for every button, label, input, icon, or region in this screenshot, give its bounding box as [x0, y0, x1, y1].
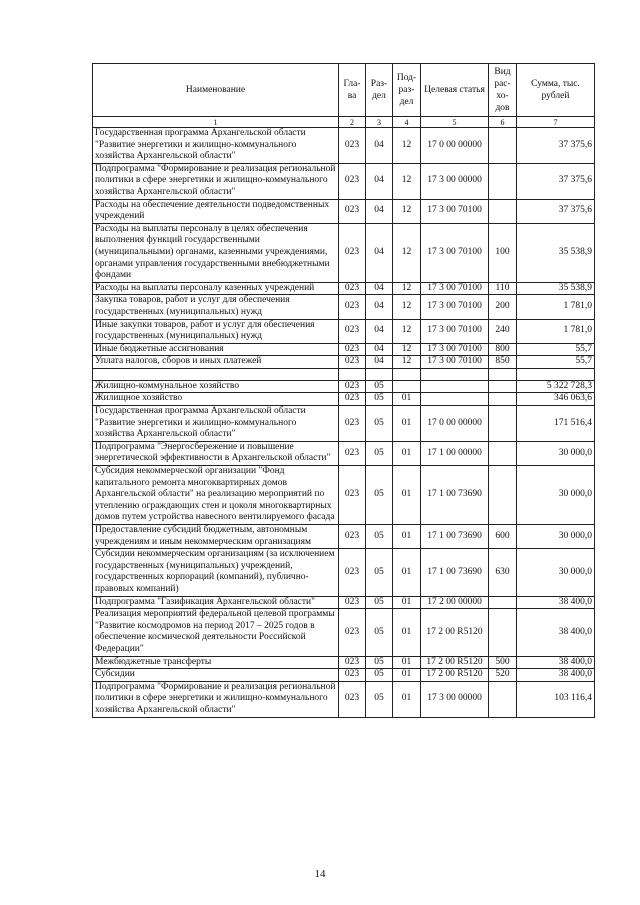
row-article — [421, 380, 489, 393]
row-chapter: 023 — [339, 466, 366, 525]
row-subsection: 12 — [393, 295, 421, 319]
table-row — [93, 441, 595, 465]
table-row — [93, 393, 595, 406]
header-name: Наименование — [93, 64, 339, 117]
row-subsection: 01 — [393, 596, 421, 609]
table-row — [93, 406, 595, 442]
row-chapter: 023 — [339, 406, 366, 442]
table-row — [93, 525, 595, 549]
row-sum: 171 516,4 — [517, 406, 595, 442]
header-chapter: Гла-ва — [339, 64, 366, 117]
row-chapter: 023 — [339, 380, 366, 393]
row-section: 04 — [366, 199, 393, 223]
column-number: 1 — [93, 117, 339, 128]
row-article: 17 1 00 73690 — [421, 525, 489, 549]
column-number: 2 — [339, 117, 366, 128]
row-article: 17 1 00 73690 — [421, 549, 489, 596]
row-sum: 37 375,6 — [517, 199, 595, 223]
row-article: 17 3 00 70100 — [421, 295, 489, 319]
row-article: 17 3 00 70100 — [421, 319, 489, 343]
table-row — [93, 163, 595, 199]
row-expense-type — [489, 368, 517, 380]
row-section: 04 — [366, 282, 393, 295]
row-article: 17 3 00 70100 — [421, 343, 489, 356]
row-expense-type — [489, 393, 517, 406]
row-article: 17 3 00 70100 — [421, 356, 489, 369]
table-header-row — [93, 64, 595, 117]
row-sum: 35 538,9 — [517, 282, 595, 295]
row-subsection: 01 — [393, 609, 421, 656]
header-section: Раз-дел — [366, 64, 393, 117]
row-chapter: 023 — [339, 319, 366, 343]
page-number: 14 — [314, 868, 326, 880]
row-article — [421, 393, 489, 406]
row-expense-type — [489, 466, 517, 525]
row-name: Иные закупки товаров, работ и услуг для обеспечения государственных (муниципальных) нужд — [93, 319, 339, 343]
row-sum: 1 781,0 — [517, 295, 595, 319]
row-sum: 30 000,0 — [517, 549, 595, 596]
table-row — [93, 669, 595, 682]
header-expense-type: Вид рас-хо-дов — [489, 64, 517, 117]
row-article: 17 0 00 00000 — [421, 128, 489, 164]
row-subsection — [393, 380, 421, 393]
header-article: Целевая статья — [421, 64, 489, 117]
row-sum: 38 400,0 — [517, 609, 595, 656]
table-row — [93, 609, 595, 656]
row-section: 04 — [366, 356, 393, 369]
row-section: 05 — [366, 609, 393, 656]
row-sum: 55,7 — [517, 356, 595, 369]
row-name: Предоставление субсидий бюджетным, автономным учреждениям и иным некоммерческим организациям — [93, 525, 339, 549]
row-chapter: 023 — [339, 223, 366, 282]
row-article: 17 3 00 00000 — [421, 681, 489, 717]
row-section: 05 — [366, 596, 393, 609]
row-chapter: 023 — [339, 163, 366, 199]
row-sum: 5 322 728,3 — [517, 380, 595, 393]
column-number-row — [93, 117, 595, 128]
row-chapter: 023 — [339, 356, 366, 369]
row-chapter: 023 — [339, 128, 366, 164]
row-chapter: 023 — [339, 681, 366, 717]
row-article: 17 1 00 00000 — [421, 441, 489, 465]
row-article: 17 3 00 70100 — [421, 223, 489, 282]
row-sum: 1 781,0 — [517, 319, 595, 343]
row-section: 05 — [366, 380, 393, 393]
row-sum: 30 000,0 — [517, 466, 595, 525]
table-row — [93, 223, 595, 282]
row-article: 17 3 00 70100 — [421, 199, 489, 223]
row-article: 17 2 00 00000 — [421, 596, 489, 609]
row-section: 04 — [366, 319, 393, 343]
row-subsection: 01 — [393, 681, 421, 717]
row-sum: 30 000,0 — [517, 525, 595, 549]
row-article: 17 3 00 00000 — [421, 163, 489, 199]
table-spacer-row — [93, 368, 595, 380]
row-chapter: 023 — [339, 596, 366, 609]
row-name: Уплата налогов, сборов и иных платежей — [93, 356, 339, 369]
row-chapter: 023 — [339, 295, 366, 319]
row-chapter: 023 — [339, 669, 366, 682]
row-name: Межбюджетные трансферты — [93, 656, 339, 669]
table-row — [93, 199, 595, 223]
row-expense-type: 800 — [489, 343, 517, 356]
row-section: 05 — [366, 656, 393, 669]
table-row — [93, 319, 595, 343]
row-name: Жилищно-коммунальное хозяйство — [93, 380, 339, 393]
row-expense-type — [489, 380, 517, 393]
table-row — [93, 282, 595, 295]
row-section: 05 — [366, 681, 393, 717]
column-number: 6 — [489, 117, 517, 128]
column-number: 4 — [393, 117, 421, 128]
budget-table — [92, 63, 595, 718]
row-expense-type — [489, 163, 517, 199]
row-expense-type: 100 — [489, 223, 517, 282]
row-section: 05 — [366, 669, 393, 682]
header-subsection: Под-раз-дел — [393, 64, 421, 117]
row-section: 05 — [366, 525, 393, 549]
row-expense-type — [489, 681, 517, 717]
row-name: Расходы на выплаты персоналу казенных учреждений — [93, 282, 339, 295]
row-article: 17 2 00 R5120 — [421, 669, 489, 682]
table-row — [93, 596, 595, 609]
column-number: 5 — [421, 117, 489, 128]
row-chapter: 023 — [339, 393, 366, 406]
row-article: 17 2 00 R5120 — [421, 656, 489, 669]
row-expense-type — [489, 199, 517, 223]
row-section: 05 — [366, 466, 393, 525]
row-expense-type — [489, 441, 517, 465]
row-name: Жилищное хозяйство — [93, 393, 339, 406]
row-sum: 37 375,6 — [517, 163, 595, 199]
row-expense-type: 500 — [489, 656, 517, 669]
table-row — [93, 656, 595, 669]
row-chapter: 023 — [339, 282, 366, 295]
row-chapter: 023 — [339, 525, 366, 549]
row-expense-type: 200 — [489, 295, 517, 319]
row-subsection: 01 — [393, 669, 421, 682]
row-sum: 38 400,0 — [517, 669, 595, 682]
row-section: 05 — [366, 441, 393, 465]
row-name: Государственная программа Архангельской области "Развитие энергетики и жилищно-коммунального хозяйства Архангельской области" — [93, 406, 339, 442]
table-row — [93, 549, 595, 596]
row-sum: 55,7 — [517, 343, 595, 356]
row-name: Закупка товаров, работ и услуг для обеспечения государственных (муниципальных) нужд — [93, 295, 339, 319]
row-expense-type: 600 — [489, 525, 517, 549]
row-expense-type: 520 — [489, 669, 517, 682]
row-name: Субсидии — [93, 669, 339, 682]
row-section: 04 — [366, 343, 393, 356]
row-expense-type: 110 — [489, 282, 517, 295]
row-sum: 103 116,4 — [517, 681, 595, 717]
row-subsection: 12 — [393, 128, 421, 164]
row-article: 17 1 00 73690 — [421, 466, 489, 525]
table-body — [93, 128, 595, 718]
row-sum: 37 375,6 — [517, 128, 595, 164]
row-sum — [517, 368, 595, 380]
row-subsection: 12 — [393, 282, 421, 295]
row-expense-type: 630 — [489, 549, 517, 596]
row-chapter — [339, 368, 366, 380]
row-sum: 35 538,9 — [517, 223, 595, 282]
table-row — [93, 356, 595, 369]
row-name: Подпрограмма "Формирование и реализация региональной политики в сфере энергетики и жилищно-коммунального хозяйства Архангельской области" — [93, 163, 339, 199]
row-name — [93, 368, 339, 380]
row-sum: 30 000,0 — [517, 441, 595, 465]
table-row — [93, 466, 595, 525]
row-name: Расходы на выплаты персоналу в целях обеспечения выполнения функций государственными (муниципальными) органами, казенными учреждениями, органами управления государственными внебюджетными фондами — [93, 223, 339, 282]
row-sum: 38 400,0 — [517, 656, 595, 669]
row-article — [421, 368, 489, 380]
row-article: 17 0 00 00000 — [421, 406, 489, 442]
table-row — [93, 681, 595, 717]
row-name: Реализация мероприятий федеральной целевой программы "Развитие космодромов на период 2017 – 2025 годов в обеспечение космической деятельности Российской Федерации" — [93, 609, 339, 656]
row-article: 17 3 00 70100 — [421, 282, 489, 295]
table-row — [93, 343, 595, 356]
row-name: Подпрограмма "Энергосбережение и повышение энергетической эффективности в Архангельской области" — [93, 441, 339, 465]
row-section — [366, 368, 393, 380]
table-row — [93, 295, 595, 319]
table-row — [93, 128, 595, 164]
row-chapter: 023 — [339, 441, 366, 465]
row-subsection: 12 — [393, 343, 421, 356]
row-subsection: 12 — [393, 319, 421, 343]
row-section: 05 — [366, 406, 393, 442]
row-section: 05 — [366, 393, 393, 406]
row-name: Подпрограмма "Формирование и реализация региональной политики в сфере энергетики и жилищно-коммунального хозяйства Архангельской области" — [93, 681, 339, 717]
row-chapter: 023 — [339, 549, 366, 596]
row-chapter: 023 — [339, 199, 366, 223]
column-number: 7 — [517, 117, 595, 128]
row-section: 04 — [366, 223, 393, 282]
row-chapter: 023 — [339, 343, 366, 356]
row-name: Подпрограмма "Газификация Архангельской области" — [93, 596, 339, 609]
row-section: 04 — [366, 128, 393, 164]
row-section: 04 — [366, 163, 393, 199]
row-subsection: 01 — [393, 656, 421, 669]
row-subsection: 01 — [393, 441, 421, 465]
row-subsection: 01 — [393, 525, 421, 549]
row-subsection: 12 — [393, 356, 421, 369]
row-expense-type — [489, 406, 517, 442]
row-section: 04 — [366, 295, 393, 319]
row-expense-type — [489, 128, 517, 164]
row-name: Расходы на обеспечение деятельности подведомственных учреждений — [93, 199, 339, 223]
row-subsection: 12 — [393, 163, 421, 199]
row-subsection: 12 — [393, 199, 421, 223]
row-article: 17 2 00 R5120 — [421, 609, 489, 656]
row-subsection: 01 — [393, 406, 421, 442]
row-sum: 38 400,0 — [517, 596, 595, 609]
header-sum: Сумма, тыс. рублей — [517, 64, 595, 117]
row-subsection: 12 — [393, 223, 421, 282]
column-number: 3 — [366, 117, 393, 128]
row-chapter: 023 — [339, 656, 366, 669]
row-subsection: 01 — [393, 549, 421, 596]
row-section: 05 — [366, 549, 393, 596]
table-row — [93, 380, 595, 393]
row-name: Государственная программа Архангельской области "Развитие энергетики и жилищно-коммунального хозяйства Архангельской области" — [93, 128, 339, 164]
row-expense-type — [489, 609, 517, 656]
row-expense-type: 850 — [489, 356, 517, 369]
row-name: Иные бюджетные ассигнования — [93, 343, 339, 356]
row-subsection: 01 — [393, 393, 421, 406]
row-name: Субсидии некоммерческим организациям (за исключением государственных (муниципальных) учреждений, государственных корпораций (компаний), публично-правовых компаний) — [93, 549, 339, 596]
row-subsection — [393, 368, 421, 380]
row-expense-type — [489, 596, 517, 609]
row-subsection: 01 — [393, 466, 421, 525]
row-sum: 346 063,6 — [517, 393, 595, 406]
row-chapter: 023 — [339, 609, 366, 656]
row-name: Субсидия некоммерческой организации "Фонд капитального ремонта многоквартирных домов Архангельской области" на реализацию мероприятий по утеплению ограждающих стен и цоколя многоквартирных домов путем устройства навесного вентилируемого фасада — [93, 466, 339, 525]
row-expense-type: 240 — [489, 319, 517, 343]
